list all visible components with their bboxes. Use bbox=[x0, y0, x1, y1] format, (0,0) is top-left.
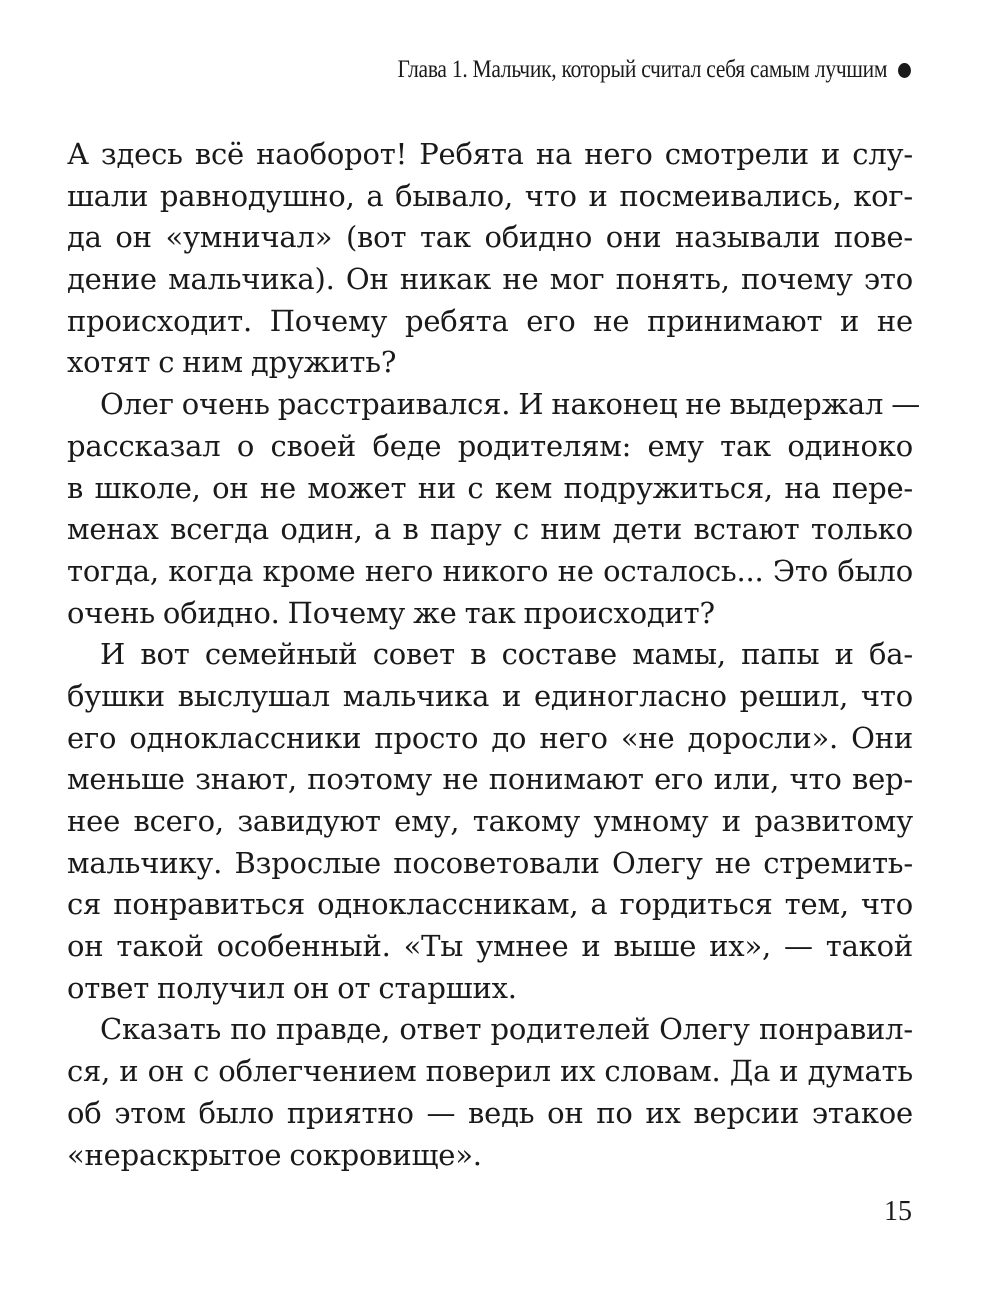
text-line: об этом было приятно — ведь он по их версии этакое bbox=[67, 1095, 913, 1130]
text-line: А здесь всё наоборот! Ребята на него смотрели и слу- bbox=[67, 137, 913, 171]
chapter-title: Глава 1. Мальчик, который считал себя самым лучшим bbox=[397, 56, 887, 83]
text-line: он такой особенный. «Ты умнее и выше их», — такой bbox=[67, 929, 913, 964]
body-text bbox=[67, 134, 921, 1176]
running-header bbox=[397, 56, 910, 84]
text-line: бушки выслушал мальчика и единогласно решил, что bbox=[67, 678, 913, 713]
text-line: очень обидно. Почему же так происходит? bbox=[67, 595, 715, 630]
text-line: Сказать по правде, ответ родителей Олегу понравил- bbox=[100, 1012, 913, 1047]
text-line: ответ получил он от старших. bbox=[67, 970, 517, 1005]
text-line: мальчику. Взрослые посоветовали Олегу не стремить- bbox=[67, 845, 913, 880]
text-line: ся понравиться одноклассникам, а гордиться тем, что bbox=[67, 887, 913, 922]
text-line: да он «умничал» (вот так обидно они называли пове- bbox=[67, 220, 913, 255]
text-line: меньше знают, поэтому не понимают его или, что вер- bbox=[67, 762, 913, 797]
page-number: 15 bbox=[884, 1196, 912, 1227]
text-line: происходит. Почему ребята его не принимают и не bbox=[67, 303, 913, 338]
text-line: ся, и он с облегчением поверил их словам. Да и думать bbox=[67, 1054, 913, 1089]
bullet-icon bbox=[897, 63, 910, 78]
text-line: его одноклассники просто до него «не доросли». Они bbox=[67, 720, 913, 755]
text-line: рассказал о своей беде родителям: ему так одиноко bbox=[67, 428, 913, 463]
text-line: нее всего, завидуют ему, такому умному и развитому bbox=[67, 804, 913, 838]
text-line: менах всегда один, а в пару с ним дети встают только bbox=[67, 512, 913, 547]
text-line: в школе, он не может ни с кем подружиться, на пере- bbox=[67, 470, 913, 505]
text-line: дение мальчика). Он никак не мог понять, почему это bbox=[67, 262, 913, 297]
text-line: И вот семейный совет в составе мамы, папы и ба- bbox=[100, 637, 913, 672]
text-line: «нераскрытое сокровище». bbox=[67, 1137, 482, 1172]
text-line: Олег очень расстраивался. И наконец не выдержал — bbox=[100, 387, 921, 422]
text-line: тогда, когда кроме него никого не осталось... Это было bbox=[67, 553, 913, 588]
text-line: шали равнодушно, а бывало, что и посмеивались, ког- bbox=[67, 178, 913, 213]
text-line: хотят с ним дружить? bbox=[67, 345, 397, 380]
